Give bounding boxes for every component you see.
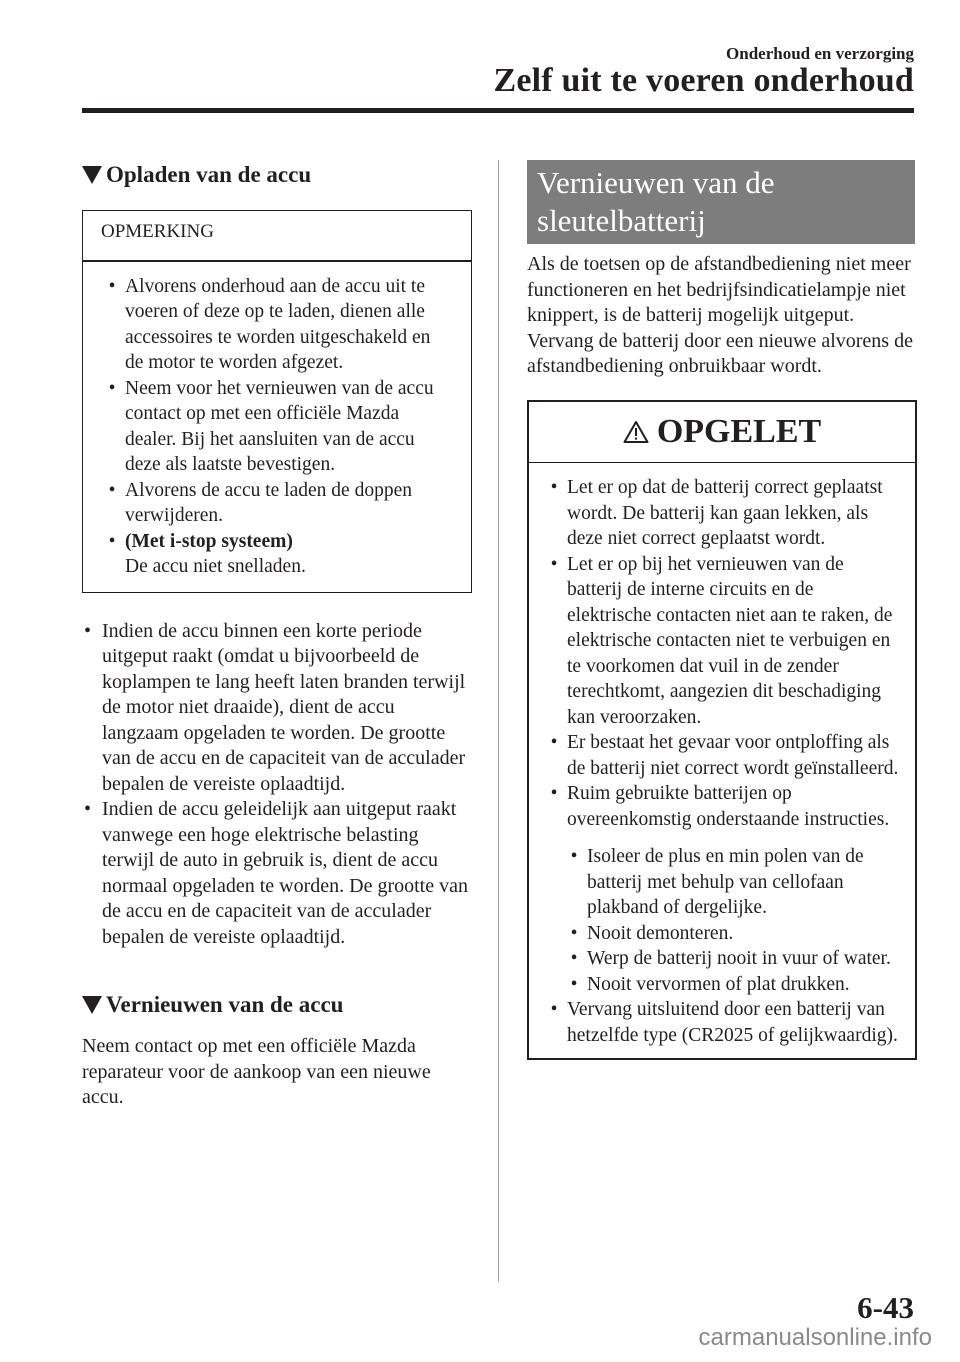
caution-subitem — [561, 921, 901, 947]
caution-subitem-text: Nooit vervormen of plat drukken. — [587, 973, 850, 995]
caution-box — [527, 400, 917, 1061]
caution-subitem-text: Werp de batterij nooit in vuur of water. — [587, 948, 891, 969]
bullet: • — [108, 530, 116, 552]
intro-paragraph-1: Als de toetsen op de afstandbediening niet meer functioneren en het bedrijfsindicatielampje niet knippert, is de batterij mogelijk uitgeput. — [527, 253, 911, 326]
caution-subitem — [561, 844, 901, 921]
note-item-text: Neem voor het vernieuwen van de accu contact op met een officiële Mazda dealer. Bij het aansluiten van de accu deze als laatste bevestigen. — [125, 377, 434, 475]
right-column — [527, 160, 917, 1060]
caution-sublist — [541, 844, 901, 997]
bullet: • — [570, 973, 578, 995]
triangle-down-icon — [82, 996, 102, 1014]
caution-subitem-text: Nooit demonteren. — [587, 922, 734, 944]
bullet: • — [550, 732, 558, 753]
bullet: • — [570, 922, 578, 944]
caution-item-text: Vervang uitsluitend door een batterij van hetzelfde type (CR2025 of gelijkwaardig). — [567, 999, 898, 1046]
bullet: • — [550, 477, 558, 498]
charging-list — [82, 619, 472, 951]
intro-paragraph-2: Vervang de batterij door een nieuwe alvorens de afstandbediening onbruikbaar wordt. — [527, 329, 913, 377]
charging-heading-text: Opladen van de accu — [106, 162, 312, 187]
caution-item-text: Let er op bij het vernieuwen van de batterij de interne circuits en de elektrische contacten niet aan te raken, de elektrische contacten niet te verbuigen en te voorkomen dat vuil in de zender terechtkomt, aangezien dit beschadiging kan veroorzaken. — [567, 553, 893, 728]
caution-subitem — [561, 972, 901, 998]
triangle-down-icon — [82, 166, 102, 184]
caution-body — [529, 463, 915, 1058]
caution-item — [541, 730, 901, 781]
caution-item — [541, 997, 901, 1048]
note-item-bold: (Met i-stop systeem) — [125, 530, 293, 552]
note-item — [99, 274, 453, 376]
note-item-text: De accu niet snelladen. — [125, 556, 306, 577]
bullet: • — [550, 553, 558, 575]
caution-title: OPGELET — [656, 412, 822, 450]
caution-item — [541, 781, 901, 832]
left-column — [82, 160, 472, 1111]
page-title: Zelf uit te voeren onderhoud — [493, 62, 914, 99]
bullet: • — [108, 377, 116, 399]
caution-header — [529, 402, 915, 462]
caution-subitem — [561, 946, 901, 972]
note-body — [83, 262, 471, 592]
note-item — [99, 478, 453, 529]
column-divider — [498, 160, 499, 1282]
bullet: • — [108, 275, 116, 297]
bullet: • — [84, 619, 92, 642]
caution-item-text: Er bestaat het gevaar voor ontploffing als de batterij niet correct wordt geïnstalleerd. — [567, 732, 899, 779]
warning-triangle-icon — [623, 420, 649, 444]
replacing-heading-text: Vernieuwen van de accu — [106, 992, 344, 1017]
charging-heading — [82, 160, 472, 190]
note-title: OPMERKING — [101, 221, 214, 242]
caution-item — [541, 552, 901, 731]
caution-subitem-text: Isoleer de plus en min polen van de batterij met behulp van cellofaan plakband of dergelijke. — [587, 846, 864, 918]
note-item-content — [125, 529, 453, 580]
list-item — [84, 619, 472, 798]
replacing-heading — [82, 990, 472, 1020]
section-title: Onderhoud en verzorging — [726, 44, 914, 63]
caution-item — [541, 475, 901, 552]
watermark: carmanualsonline.info — [698, 1324, 932, 1351]
page-number: 6-43 — [857, 1290, 914, 1325]
list-item — [84, 797, 472, 950]
note-item — [99, 376, 453, 478]
replacing-text: Neem contact op met een officiële Mazda reparateur voor de aankoop van een nieuwe accu. — [82, 1035, 431, 1108]
header-rule — [82, 108, 914, 113]
section-banner: Vernieuwen van de sleutelbatterij — [527, 160, 915, 244]
note-item-text: Alvorens de accu te laden de doppen verwijderen. — [125, 479, 412, 526]
bullet: • — [108, 479, 116, 501]
bullet: • — [84, 798, 92, 820]
caution-item-text: Ruim gebruikte batterijen op overeenkomstig onderstaande instructies. — [567, 783, 890, 830]
note-box — [82, 210, 472, 593]
note-item-text: Alvorens onderhoud aan de accu uit te voeren of deze op te laden, dienen alle accessoires te worden uitgeschakeld en de motor te worden afgezet. — [125, 275, 431, 373]
list-item-text: Indien de accu geleidelijk aan uitgeput raakt vanwege een hoge elektrische belasting terwijl de auto in gebruik is, dient de accu normaal opgeladen te worden. De grootte van de accu en de capaciteit van de acculader bepalen de vereiste oplaadtijd. — [102, 798, 468, 948]
bullet: • — [550, 783, 558, 804]
note-item — [99, 529, 453, 580]
bullet: • — [570, 846, 578, 867]
caution-item-text: Let er op dat de batterij correct geplaatst wordt. De batterij kan gaan lekken, als deze niet correct geplaatst wordt. — [567, 477, 883, 549]
list-item-text: Indien de accu binnen een korte periode uitgeput raakt (omdat u bijvoorbeeld de koplampen te lang heeft laten branden terwijl de motor niet draaide), dient de accu langzaam opgeladen te worden. De grootte van de accu en de capaciteit van de acculader bepalen de vereiste oplaadtijd. — [102, 619, 466, 795]
bullet: • — [570, 948, 578, 969]
bullet: • — [550, 999, 558, 1020]
